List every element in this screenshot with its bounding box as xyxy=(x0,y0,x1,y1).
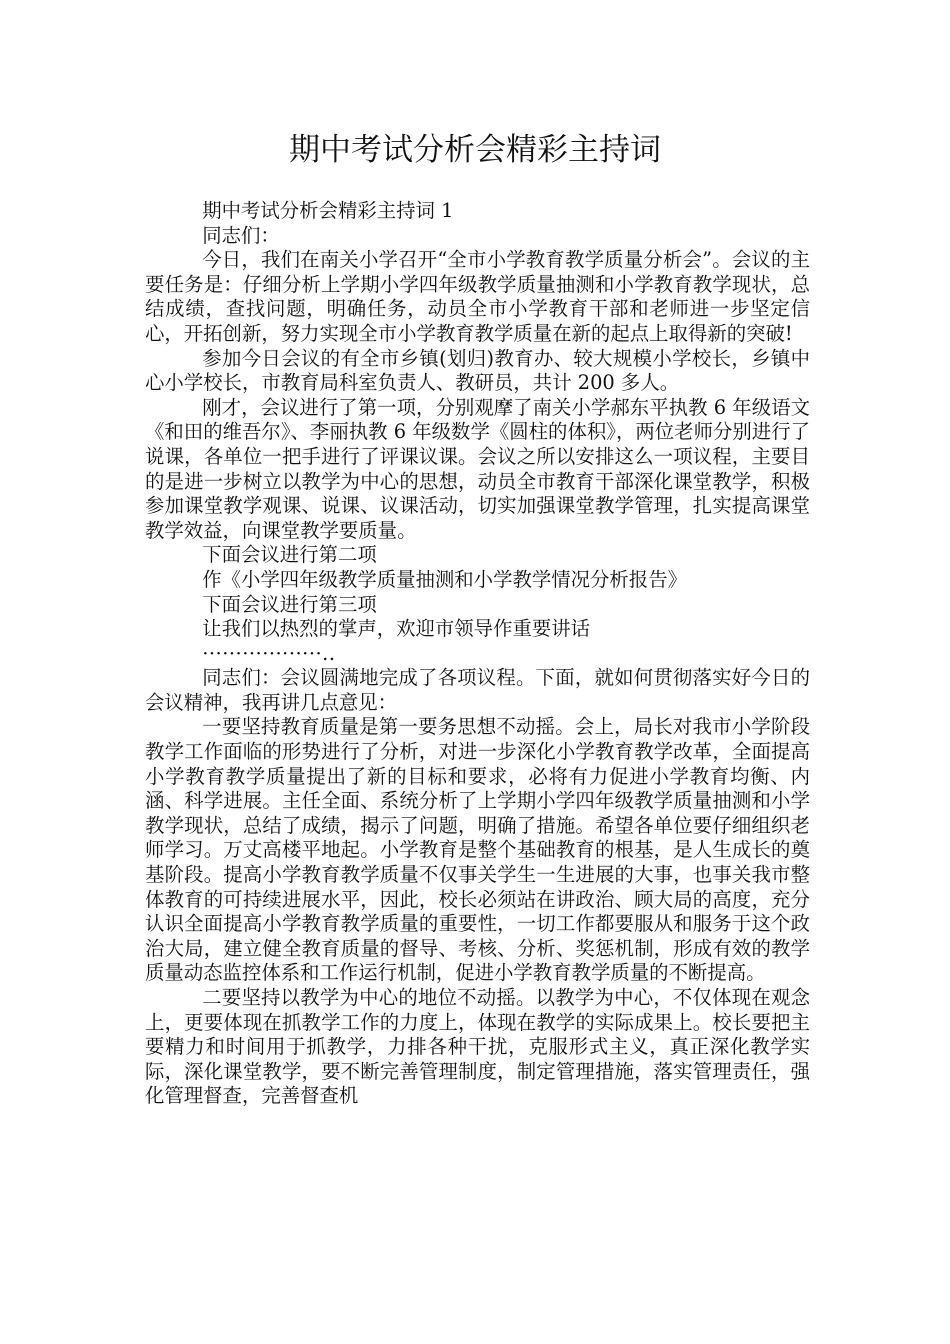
ellipsis-separator: ··················.. xyxy=(202,641,336,665)
agenda-item-3: 下面会议进行第三项 xyxy=(202,592,377,616)
paragraph-point-1: 一要坚持教育质量是第一要务思想不动摇。会上，局长对我市小学阶段教学工作面临的形势进行了分析，对进一步深化小学教育教学改革，全面提高小学教育教学质量提出了新的目标和要求，必将有力促进小学教育均衡、内涵、科学进展。主任全面、系统分析了上学期小学四年级教学质量抽测和小学教学现状，总结了成绩，揭示了问题，明确了措施。希望各单位要仔细组织老师学习。万丈高楼平地起。小学教育是整个基础教育的根基，是人生成长的奠基阶段。提高小学教育教学质量不仅事关学生一生进展的大事，也事关我市整体教育的可持续进展水平，因此，校长必须站在讲政治、顾大局的高度，充分认识全面提高小学教育教学质量的重要性，一切工作都要服从和服务于这个政治大局，建立健全教育质量的督导、考核、分析、奖惩机制，形成有效的教学质量动态监控体系和工作运行机制，促进小学教育教学质量的不断提高。 xyxy=(145,715,810,985)
paragraph-opening: 今日，我们在南关小学召开“全市小学教育教学质量分析会”。会议的主要任务是：仔细分析上学期小学四年级教学质量抽测和小学教育教学现状，总结成绩，查找问题，明确任务，动员全市小学教育干部和老师进一步坚定信心，开拓创新，努力实现全市小学教育教学质量在新的起点上取得新的突破! xyxy=(145,248,810,345)
paragraph-agenda-item-1: 刚才，会议进行了第一项，分别观摩了南关小学郝东平执教 6 年级语文《和田的维吾尔》、李丽执教 6 年级数学《圆柱的体积》，两位老师分别进行了说课，各单位一把手进行了评课议课。会议之所以安排这么一项议程，主要目的是进一步树立以教学为中心的思想，动员全市教育干部深化课堂教学，积极参加课堂教学观课、说课、议课活动，切实加强课堂教学管理，扎实提高课堂教学效益，向课堂教学要质量。 xyxy=(145,395,810,542)
agenda-item-2: 下面会议进行第二项 xyxy=(202,543,377,567)
paragraph-point-2: 二要坚持以教学为中心的地位不动摇。以教学为中心，不仅体现在观念上，更要体现在抓教学工作的力度上，体现在教学的实际成果上。校长要把主要精力和时间用于抓教学，力排各种干扰，克服形式主义，真正深化教学实际，深化课堂教学，要不断完善管理制度，制定管理措施，落实管理责任，强化管理督查，完善督查机 xyxy=(145,986,810,1108)
paragraph-attendees: 参加今日会议的有全市乡镇(划归)教育办、较大规模小学校长，乡镇中心小学校长，市教育局科室负责人、教研员，共计 200 多人。 xyxy=(145,346,810,395)
agenda-item-2-report: 作《小学四年级教学质量抽测和小学教学情况分析报告》 xyxy=(202,567,687,591)
document-title: 期中考试分析会精彩主持词 xyxy=(289,132,661,168)
agenda-item-3-speech: 让我们以热烈的掌声，欢迎市领导作重要讲话 xyxy=(202,617,591,641)
section-heading: 期中考试分析会精彩主持词 1 xyxy=(202,199,454,222)
document-body xyxy=(145,199,810,1109)
paragraph-closing-intro: 同志们：会议圆满地完成了各项议程。下面，就如何贯彻落实好今日的会议精神，我再讲几点意见： xyxy=(145,666,810,714)
salutation: 同志们： xyxy=(202,223,280,247)
